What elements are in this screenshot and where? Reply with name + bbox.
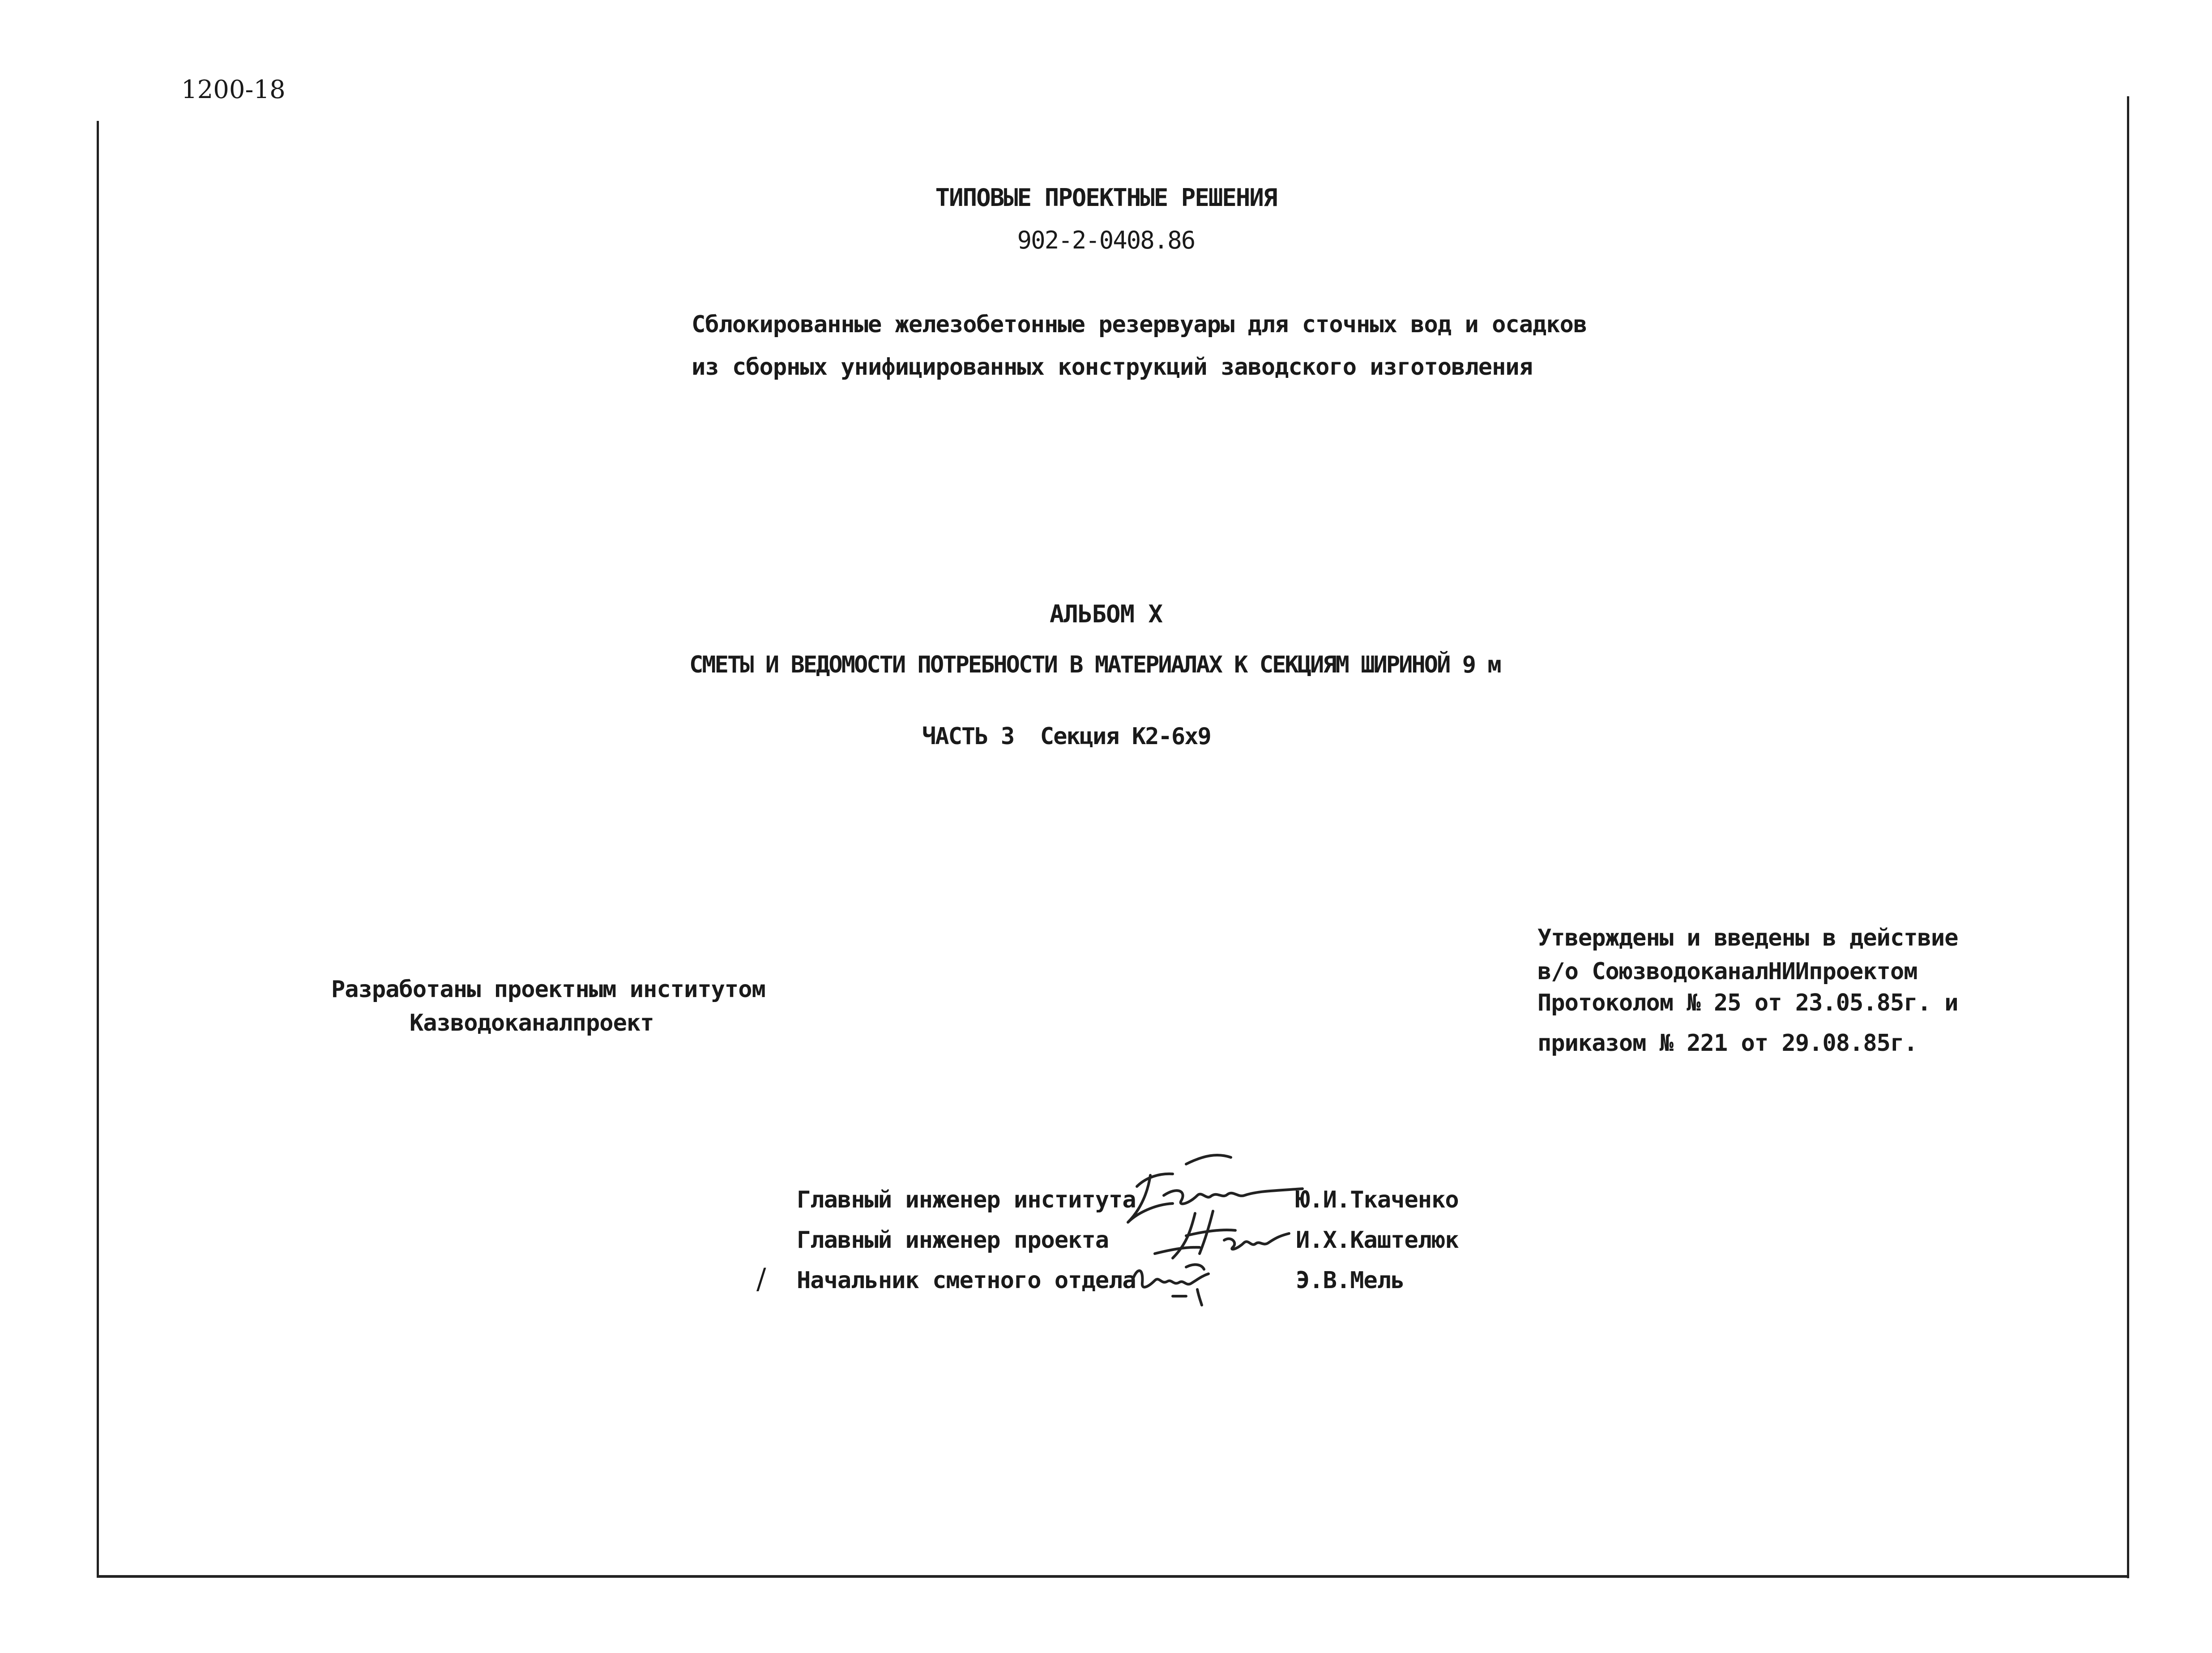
handwritten-signature-3 bbox=[1119, 1249, 1235, 1312]
album-subtitle: СМЕТЫ И ВЕДОМОСТИ ПОТРЕБНОСТИ В МАТЕРИАЛАХ К СЕКЦИЯМ ШИРИНОЙ 9 м bbox=[689, 651, 1500, 678]
document-code: 902-2-0408.86 bbox=[1017, 226, 1195, 254]
signature-name-chief-engineer-institute: Ю.И.Ткаченко bbox=[1296, 1186, 1459, 1213]
approval-line-4: приказом № 221 от 29.08.85г. bbox=[1537, 1030, 1917, 1057]
album-part: ЧАСТЬ 3 Секция К2-6х9 bbox=[922, 723, 1211, 750]
description-line-2: из сборных унифицированных конструкций заводского изготовления bbox=[692, 354, 1533, 381]
approval-line-2: в/о СоюзводоканалНИИпроектом bbox=[1537, 958, 1917, 985]
sheet-code: 1200-18 bbox=[181, 75, 286, 104]
description-line-1: Сблокированные железобетонные резервуары для сточных вод и осадков bbox=[692, 311, 1587, 338]
approval-line-3: Протоколом № 25 от 23.05.85г. и bbox=[1537, 989, 1958, 1016]
frame-bottom-border bbox=[97, 1575, 2129, 1578]
developer-line-1: Разработаны проектным институтом bbox=[331, 976, 765, 1003]
signature-role-head-estimate-dept: Начальник сметного отдела bbox=[797, 1267, 1136, 1294]
frame-right-border bbox=[2127, 96, 2129, 1578]
album-title: АЛЬБОМ X bbox=[1049, 600, 1163, 628]
margin-mark: / bbox=[756, 1263, 766, 1296]
signature-role-chief-engineer-project: Главный инженер проекта bbox=[797, 1227, 1109, 1254]
developer-line-2: Казводоканалпроект bbox=[410, 1010, 654, 1036]
signature-role-chief-engineer-institute: Главный инженер института bbox=[797, 1186, 1136, 1213]
document-title: ТИПОВЫЕ ПРОЕКТНЫЕ РЕШЕНИЯ bbox=[935, 184, 1277, 212]
frame-left-border bbox=[97, 121, 99, 1576]
signature-name-chief-engineer-project: И.Х.Каштелюк bbox=[1296, 1227, 1459, 1254]
signature-name-head-estimate-dept: Э.В.Мель bbox=[1296, 1267, 1405, 1294]
approval-line-1: Утверждены и введены в действие bbox=[1537, 925, 1958, 951]
